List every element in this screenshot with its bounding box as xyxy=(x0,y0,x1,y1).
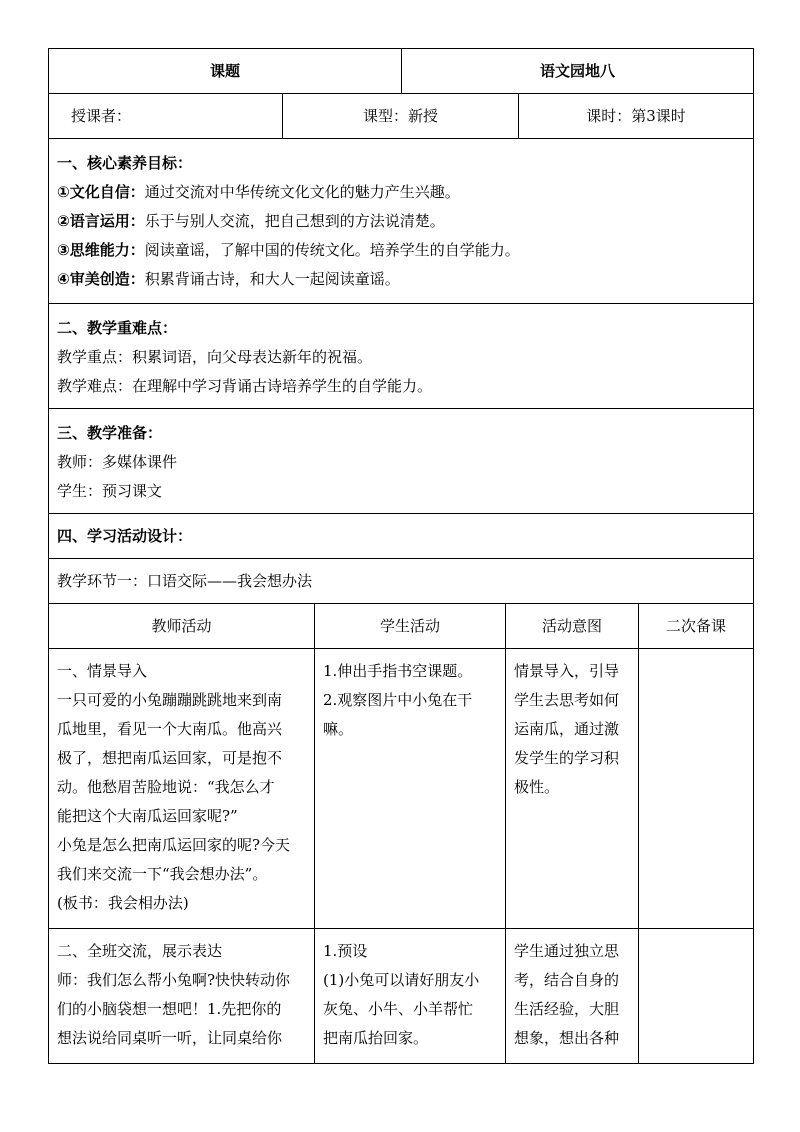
difficulty-line: 教学难点：在理解中学习背诵古诗培养学生的自学能力。 xyxy=(57,377,433,395)
section-title: 一、核心素养目标： xyxy=(57,154,193,172)
student-activity-cell: 1.预设 (1)小兔可以请好朋友小 灰兔、小牛、小羊帮忙 把南瓜抬回家。 xyxy=(315,929,506,1064)
prep-line: 教师：多媒体课件 xyxy=(57,453,178,471)
prep-line: 学生：预习课文 xyxy=(57,482,163,500)
header-teacher-activity: 教师活动 xyxy=(49,604,315,649)
teacher-activity-cell: 一、情景导入 一只可爱的小兔蹦蹦跳跳地来到南 瓜地里，看见一个大南瓜。他高兴 极了，想把南瓜运回家，可是抱不 动。他愁眉苦脸地说：“我怎么才 能把这个大南瓜运回家呢?” 小兔是怎么把南瓜运回家的呢?今天 我们来交流一下“我会想办法”。 (板书：我会相办法) xyxy=(49,649,315,929)
lesson-type: 课型：新授 xyxy=(283,94,519,139)
activity-table xyxy=(48,603,754,1064)
header-second-prep: 二次备课 xyxy=(639,604,754,649)
second-prep-cell xyxy=(639,649,754,929)
course-title: 语文园地八 xyxy=(402,49,754,94)
section-preparation xyxy=(49,409,754,514)
goal-item: ④审美创造：积累背诵古诗，和大人一起阅读童谣。 xyxy=(57,270,400,288)
second-prep-cell xyxy=(639,929,754,1064)
section-activity-title: 四、学习活动设计： xyxy=(49,514,754,559)
intent-cell: 学生通过独立思 考，结合自身的 生活经验，大胆 想象，想出各种 xyxy=(506,929,639,1064)
header-intent: 活动意图 xyxy=(506,604,639,649)
section-title: 二、教学重难点： xyxy=(57,319,178,337)
goal-item: ②语言运用：乐于与别人交流，把自己想到的方法说清楚。 xyxy=(57,212,445,230)
teacher-activity-cell: 二、全班交流，展示表达 师：我们怎么帮小兔啊?快快转动你 们的小脑袋想一想吧！1.先把你的 想法说给同桌听一听，让同桌给你 xyxy=(49,929,315,1064)
lesson-plan-table xyxy=(48,48,754,604)
section-key-points xyxy=(49,304,754,409)
key-point-line: 教学重点：积累词语，向父母表达新年的祝福。 xyxy=(57,348,373,366)
intent-cell: 情景导入，引导 学生去思考如何 运南瓜，通过激 发学生的学习积 极性。 xyxy=(506,649,639,929)
header-student-activity: 学生活动 xyxy=(315,604,506,649)
lesson-period: 课时：第3课时 xyxy=(519,94,754,139)
section-title: 三、教学准备： xyxy=(57,424,163,442)
goal-item: ①文化自信：通过交流对中华传统文化文化的魅力产生兴趣。 xyxy=(57,183,460,201)
goal-item: ③思维能力：阅读童谣，了解中国的传统文化。培养学生的自学能力。 xyxy=(57,241,520,259)
teacher-field: 授课者： xyxy=(49,94,283,139)
section-goals xyxy=(49,139,754,304)
stage-title: 教学环节一：口语交际——我会想办法 xyxy=(49,559,754,604)
course-label: 课题 xyxy=(49,49,402,94)
student-activity-cell: 1.伸出手指书空课题。 2.观察图片中小兔在干 嘛。 xyxy=(315,649,506,929)
lesson-plan xyxy=(48,48,753,1064)
